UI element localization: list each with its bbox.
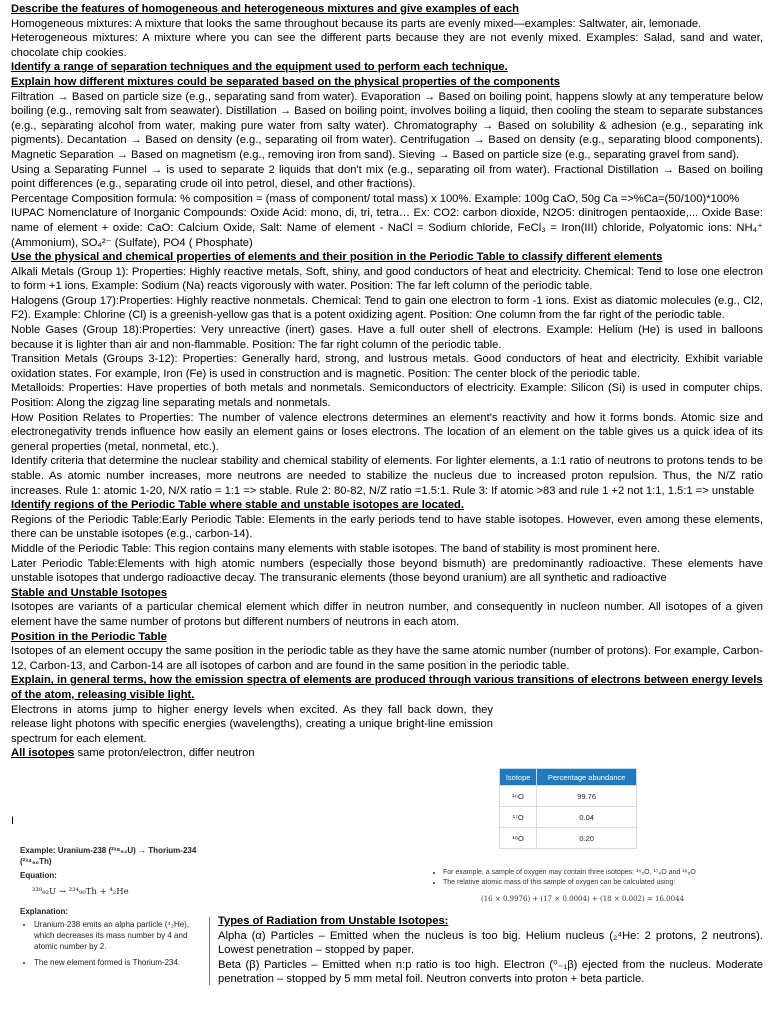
mixtures-heading: Describe the features of homogeneous and heterogeneous mixtures and give examples of each (11, 3, 519, 15)
halogens-paragraph: Halogens (Group 17):Properties: Highly reactive nonmetals. Chemical: Tend to gain one electron to form -1 ions. Exist as diatomic molecules (e.g., Cl2, F2). Example: Chlorine (Cl) is a greenish-yellow gas that is a potent oxidizing agent. Position: One column from the far right of the periodic table. (11, 294, 763, 322)
metalloids-paragraph: Metalloids: Properties: Have properties of both metals and nonmetals. Semiconductors of electricity. Example: Silicon (Si) is used in computer chips. Position: Along the zigzag line separating metals and nonmetals. (11, 382, 763, 410)
table-row (500, 807, 637, 828)
regions-paragraph: Regions of the Periodic Table:Early Periodic Table: Elements in the early periods tend to have stable isotopes. However, even among these elements, there can be unstable isotopes (e.g., carbon-14). (11, 513, 763, 541)
list-item: • For example, a sample of oxygen may contain three isotopes: ¹⁶₈O, ¹⁷₈O and ¹⁸₈O (443, 868, 733, 878)
separation-paragraph: Filtration → Based on particle size (e.g., separating sand from water). Evaporation → Based on boiling point, happens slowly at any temperature below boiling (e.g., removing salt from seawater). Distillation → Based on boiling point, involves boiling a liquid, then cooling the steam to separate substances (e.g., separating alcohol from water, making pure water from salty water). Chromatography → Based on solubility & adhesion (e.g., separating ink pigments). Decantation → Based on density (e.g., separating oil from water). Centrifugation → Based on density (e.g., separating blood components). Magnetic Separation → Based on magnetism (e.g., removing iron from sand). Sieving → Based on particle size (e.g., separating gravel from sand). (11, 90, 763, 161)
table-cell-abundance: 0.20 (537, 828, 637, 849)
uranium-example (20, 842, 200, 973)
homogeneous-paragraph: Homogeneous mixtures: A mixture that looks the same throughout because its parts are evenly mixed—examples: Saltwater, air, lemonade. (11, 17, 702, 30)
regions-heading: Identify regions of the Periodic Table where stable and unstable isotopes are located. (11, 499, 464, 512)
periodic-heading: Use the physical and chemical properties of elements and their position in the Periodic Table to classify different elements (11, 251, 663, 264)
beta-paragraph: Beta (β) Particles – Emitted when n:p ratio is too high. Electron (⁰₋₁β) ejected from the nucleus. Moderate penetration – stopped by 5 mm metal foil. Neutron converts into proton + beta particle. (218, 958, 763, 986)
radiation-section (218, 914, 763, 987)
list-item: • Uranium-238 emits an alpha particle (⁴₂He), which decreases its mass number by 4 and atomic number by 2. (34, 919, 200, 952)
separation-heading-1: Identify a range of separation techniques and the equipment used to perform each technique. (11, 61, 508, 74)
explanation-list (20, 919, 200, 968)
table-cell-abundance: 99.76 (537, 786, 637, 807)
table-header-isotope: Isotope (500, 769, 537, 786)
table-cell-isotope: ¹⁸O (500, 828, 537, 849)
later-paragraph: Later Periodic Table:Elements with high atomic numbers (especially those beyond bismuth) are predominantly radioactive. These elements have unstable isotopes that undergo radioactive decay. The transuranic elements (those beyond uranium) are all synthetic and radioactive (11, 557, 763, 585)
radiation-heading: Types of Radiation from Unstable Isotopes: (218, 915, 449, 927)
table-cell-isotope: ¹⁷O (500, 807, 537, 828)
relative-atomic-mass-formula: (16 × 0.9976) + (17 × 0.0004) + (18 × 0.002) = 16.0044 (481, 895, 684, 903)
explanation-label: Explanation: (20, 907, 69, 916)
alkali-paragraph: Alkali Metals (Group 1): Properties: Highly reactive metals, Soft, shiny, and good conductors of heat and electricity. Chemical: Tend to lose one electron to form +1 ions. Example: Sodium (Na) reacts vigorously with water. Position: The far left column of the periodic table. (11, 265, 763, 293)
alpha-paragraph: Alpha (α) Particles – Emitted when the nucleus is too big. Helium nucleus (₂⁴He: 2 protons, 2 neutrons). Lowest penetration – stopped by paper. (218, 929, 763, 957)
position-paragraph: Isotopes of an element occupy the same position in the periodic table as they have the same atomic number (number of protons). For example, Carbon-12, Carbon-13, and Carbon-14 are all isotopes of carbon and are found in the same position in the periodic table. (11, 645, 763, 672)
table-cell-abundance: 0.04 (537, 807, 637, 828)
separation-heading-2: Explain how different mixtures could be separated based on the physical properties of the components (11, 75, 560, 88)
funnel-paragraph: Using a Separating Funnel → is used to separate 2 liquids that don't mix (e.g., separating oil from water). Fractional Distillation → Based on boiling point differences (e.g., separating crude oil into petrol, diesel, and other fractions). (11, 163, 763, 191)
oxygen-example (433, 868, 733, 904)
heterogeneous-paragraph: Heterogeneous mixtures: A mixture where you can see the different parts because they are not evenly mixed. Examples: Salad, sand and water, chocolate chip cookies. (11, 32, 763, 59)
table-row (500, 786, 637, 807)
list-item: • The relative atomic mass of this sample of oxygen can be calculated using: (443, 878, 733, 888)
stable-unstable-paragraph: Isotopes are variants of a particular chemical element which differ in neutron number, and consequently in nucleon number. All isotopes of a given element have the same number of protons but different numbers of neutrons in each atom. (11, 601, 763, 628)
table-header-abundance: Percentage abundance (537, 769, 637, 786)
stable-unstable-heading: Stable and Unstable Isotopes (11, 586, 168, 599)
example-title: Example: Uranium-238 (²³⁸₉₂U) → Thorium-234 (²³⁴₉₀Th) (20, 846, 197, 866)
stray-mark: I (11, 815, 15, 827)
iupac-paragraph: IUPAC Nomenclature of Inorganic Compounds: Oxide Acid: mono, di, tri, tetra… Ex: CO2: carbon dioxide, N2O5: dinitrogen pentaoxide,... Oxide Base: name of element + oxide: CaO: Calcium Oxide, Salt: Name of element - NaCl = Sodium chloride, FeCl₃ = Iron(III) chloride, Polyatomic ions: NH₄⁺ (Ammonium), SO₄²⁻ (Sulfate), PO4 ( Phosphate) (11, 207, 763, 249)
position-heading: Position in the Periodic Table (11, 630, 167, 643)
notes-document (11, 2, 763, 761)
table-header-row (500, 769, 637, 786)
table-cell-isotope: ¹⁶O (500, 786, 537, 807)
list-item: • The new element formed is Thorium-234. (34, 957, 200, 968)
all-isotopes-line (11, 746, 763, 761)
emission-heading: Explain, in general terms, how the emission spectra of elements are produced through various transitions of electrons between energy levels of the atom, releasing visible light. (11, 674, 763, 701)
middle-paragraph: Middle of the Periodic Table: This region contains many elements with stable isotopes. The band of stability is most prominent here. (11, 542, 661, 555)
equation-label: Equation: (20, 871, 57, 880)
noble-paragraph: Noble Gases (Group 18):Properties: Very unreactive (inert) gases. Have a full outer shell of electrons. Example: Helium (He) is used in balloons because it is lighter than air and non-flammable. Position: The far right column of the periodic table. (11, 324, 763, 351)
emission-paragraph: Electrons in atoms jump to higher energy levels when excited. As they fall back down, they release light photons with specific energies (wavelengths), creating a unique bright-line emission spectrum for each element. (11, 703, 493, 745)
all-isotopes-text: same proton/electron, differ neutron (74, 747, 255, 760)
percentage-paragraph: Percentage Composition formula: % composition = (mass of component/ total mass) x 100%. Example: 100g CaO, 50g Ca =>%Ca=(50/100)*100% (11, 192, 740, 205)
all-isotopes-label: All isotopes (11, 747, 75, 760)
table-row (500, 828, 637, 849)
decay-equation: ²³⁸₉₂U → ²³⁴₉₀Th + ⁴₂He (32, 887, 129, 897)
divider-line (209, 917, 210, 985)
isotope-abundance-table (499, 768, 637, 849)
stability-paragraph: Identify criteria that determine the nuclear stability and chemical stability of elements. For lighter elements, a 1:1 ratio of neutrons to protons tends to be stable. As atomic number increases, more neutrons are needed to stabilize the nucleus due to increased proton repulsion. Thus, the N/Z ratio increases. Rule 1: atomic 1-20, N/X ratio = 1:1 => stable. Rule 2: 80-82, N/Z ratio =1.5:1. Rule 3: If atomic >83 and rule 1 +2 not 1:1, 1.5:1 => unstable (11, 455, 763, 497)
oxygen-list (433, 868, 733, 888)
transition-paragraph: Transition Metals (Groups 3-12): Properties: Generally hard, strong, and lustrous metals. Good conductors of heat and electricity. Exhibit variable oxidation states. For example, Iron (Fe) is used in construction and is magnetic. Position: The center block of the periodic table. (11, 353, 763, 380)
position-properties-paragraph: How Position Relates to Properties: The number of valence electrons determines an element's reactivity and how it forms bonds. Atomic size and electronegativity trends influence how easily an element gains or loses electrons. The location of an element on the table gives us a quick idea of its general properties (metal, nonmetal, etc.). (11, 411, 763, 453)
